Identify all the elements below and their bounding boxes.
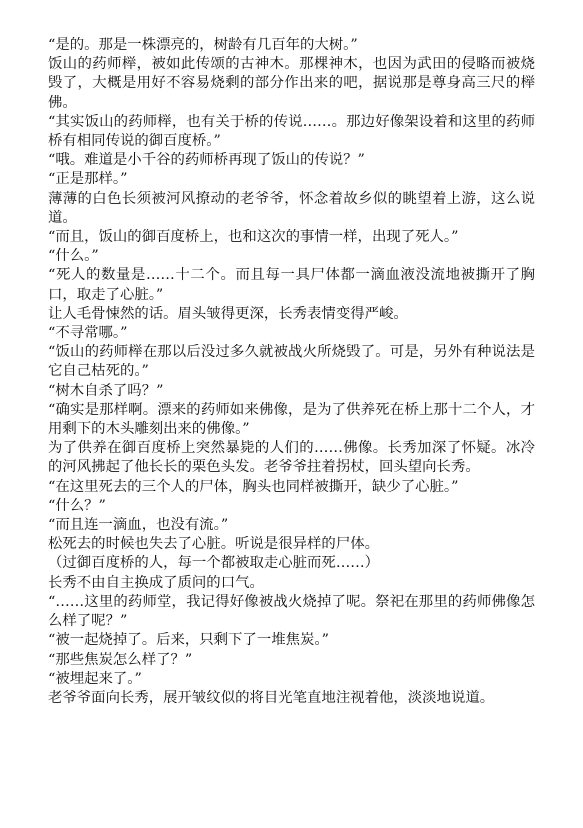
paragraph-14: “确实是那样啊。漂来的药师如来佛像，是为了供养死在桥上那十二个人，才用剩下的木头雕刻出来的佛像。”	[48, 401, 535, 438]
paragraph-3: “其实饭山的药师榉，也有关于桥的传说……。那边好像架设着和这里的药师桥有相同传说的御百度桥。”	[48, 113, 535, 150]
paragraph-1: “是的。那是一株漂亮的，树龄有几百年的大树。”	[48, 37, 358, 53]
paragraph-26: 老爷爷面向长秀，展开皱纹似的将目光笔直地注视着他，淡淡地说道。	[48, 689, 495, 706]
paragraph-10: 让人毛骨悚然的话。眉头皱得更深，长秀表情变得严峻。	[48, 305, 408, 322]
paragraph-18: “而且连一滴血，也没有流。”	[48, 517, 229, 534]
paragraph-4: “哦。难道是小千谷的药师桥再现了饭山的传说？”	[48, 152, 365, 169]
paragraph-25: “被埋起来了。”	[48, 670, 142, 687]
paragraph-6: 薄薄的白色长须被河风撩动的老爷爷，怀念着故乡似的眺望着上游，这么说道。	[48, 190, 535, 226]
paragraph-11: “不寻常哪。”	[48, 325, 128, 342]
paragraph-2: 饭山的药师榉，被如此传颂的古神木。那棵神木，也因为武田的侵略而被烧毁了，大概是用好不容易烧剩的部分作出来的吧，据说那是尊身高三尺的榉佛。	[48, 56, 535, 111]
paragraph-21: 长秀不由自主换成了质问的口气。	[48, 574, 264, 591]
paragraph-13: “树木自杀了吗？”	[48, 382, 164, 399]
paragraph-19: 松死去的时候也失去了心脏。听说是很异样的尸体。	[48, 536, 379, 553]
paragraph-15: 为了供养在御百度桥上突然暴毙的人们的……佛像。长秀加深了怀疑。冰冷的河风拂起了他长长的栗色头发。老爷爷拄着拐杖，回头望向长秀。	[48, 440, 535, 476]
paragraph-24: “那些焦炭怎么样了？”	[48, 651, 193, 668]
paragraph-9: “死人的数量是……十二个。而且每一具尸体都一滴血液没流地被撕开了胸口，取走了心脏。”	[48, 267, 535, 303]
paragraph-17: “什么？”	[48, 497, 106, 514]
paragraph-23: “被一起烧掉了。后来，只剩下了一堆焦炭。”	[48, 632, 329, 649]
paragraph-5: “正是那样。”	[48, 171, 128, 188]
paragraph-20: （过御百度桥的人，每一个都被取走心脏而死……）	[48, 555, 379, 572]
paragraph-22: “……这里的药师堂，我记得好像被战火烧掉了呢。祭祀在那里的药师佛像怎么样了呢？”	[48, 593, 535, 630]
paragraph-7: “而且，饭山的御百度桥上，也和这次的事情一样，出现了死人。”	[48, 229, 459, 246]
document-page	[48, 36, 535, 708]
paragraph-16: “在这里死去的三个人的尸体，胸头也同样被撕开，缺少了心脏。”	[48, 478, 459, 495]
paragraph-12: “饭山的药师榉在那以后没过多久就被战火所烧毁了。可是，另外有种说法是它自己枯死的。”	[48, 344, 535, 380]
paragraph-8: “什么。”	[48, 248, 99, 265]
